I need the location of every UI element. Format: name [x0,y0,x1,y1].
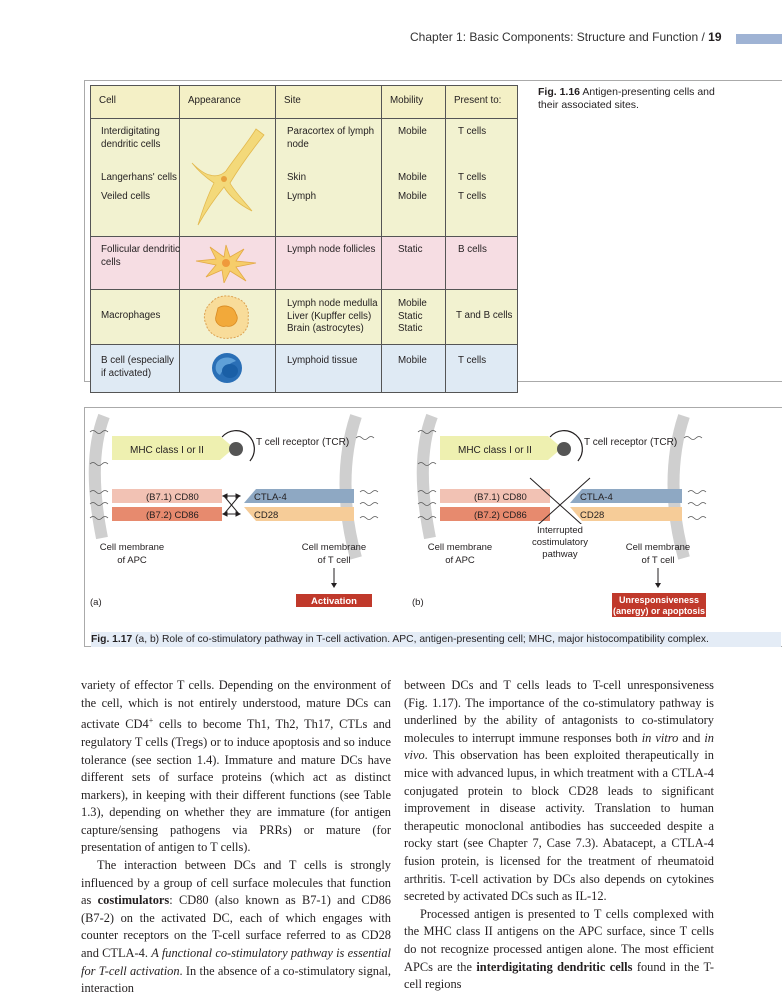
interrupted-label-line2: costimulatory [532,537,588,548]
t-membrane-label-line1: Cell membrane [625,542,691,553]
mobility-text: Mobile Static Static [398,298,427,334]
table-row [91,237,518,290]
present-to-text: B cells [458,244,487,255]
t-membrane-label-line1: Cell membrane [301,542,367,553]
figure-1-16-caption [538,86,728,112]
appearance-cell [180,345,276,393]
interrupted-cross-icon [530,478,590,532]
running-header [410,30,722,44]
apc-membrane-label-line2: of APC [445,555,475,566]
caption-label: Fig. 1.16 [538,86,581,98]
apc-table [90,85,518,393]
table-row [91,290,518,345]
interdigitating-dendritic-cell-illustration [186,125,270,229]
appearance-cell [180,119,276,237]
apc-membrane-label-line1: Cell membrane [99,542,165,553]
paragraph: The interaction between DCs and T cells is strongly influenced by a group of cell surface molecules that function as costimulators: CD80 (also known as B7-1) and CD86 (B7-2) on the activated DC, each of which engages with counter receptors on the T-cell surface referred to as CD28 and CTLA-4. A functional co-stimulatory pathway is essential for T-cell activation. In the absence of a co-stimulatory signal, interaction [81,858,392,996]
panel-b [412,416,706,617]
mhc-label: MHC class I or II [130,445,204,456]
macrophage-illustration [202,294,252,340]
cd28-label: CD28 [254,510,279,521]
apc-membrane-label-line2: of APC [117,555,147,566]
column-header-cell: Cell [91,86,180,119]
paragraph: variety of effector T cells. Depending on the environment of the cell, which is not entirely understood, mature DCs can activate CD4+ cells to become Th1, Th2, Th17, CTLs and regulatory T cells (Tregs) or to induce apoptosis and so induce tolerance (see section 1.4). Immature and mature DCs have different sets of surface proteins (which act as distinct markers), in keeping with their different functions (see Table 1.3), depending on whether they are immature (for antigen capture/sensing pathogens via PRRs) or mature (for presentation of antigen to T cells). [81,678,391,855]
ctla4-label: CTLA-4 [580,492,613,503]
cell-name: B cell (especially if activated) [101,355,174,379]
present-to-cell [446,119,518,237]
figure-1-17-caption [91,632,781,647]
header-color-bar [736,34,782,44]
body-column-left [81,677,391,998]
interrupted-label-line1: Interrupted [537,525,583,536]
tcr-label: T cell receptor (TCR) [584,437,678,448]
present-to-text: T cells [458,126,487,137]
mobility-text: Mobile [398,126,427,137]
column-header-present-to: Present to: [446,86,518,119]
mobility-text: Mobile [398,191,427,202]
column-header-site: Site [276,86,382,119]
caption-label: Fig. 1.17 [91,634,133,645]
cd86-label: (B7.2) CD86 [474,510,527,521]
mobility-text: Mobile [398,355,427,366]
table-row [91,119,518,237]
panel-a [90,416,378,608]
appearance-cell [180,290,276,345]
mhc-tcr-contact-icon [229,442,243,456]
site-text: Skin [287,172,307,183]
cell-name: Veiled cells [101,191,151,202]
site-text: Paracortex of lymph node [287,126,375,150]
caption-text: Antigen-presenting cells and their associated sites. [538,86,715,111]
site-text: Lymph node follicles [287,244,376,255]
unresponsiveness-label-line1: Unresponsiveness [618,595,700,605]
present-to-text: T and B cells [456,310,513,321]
panel-a-label: (a) [90,597,102,608]
column-header-appearance: Appearance [180,86,276,119]
tcr-label: T cell receptor (TCR) [256,437,350,448]
mobility-cell [382,237,446,290]
mobility-cell [382,345,446,393]
apc-membrane-label-line1: Cell membrane [427,542,493,553]
chapter-title: Chapter 1: Basic Components: Structure and Function / [410,30,705,44]
site-cell [276,119,382,237]
cell-name: Macrophages [101,310,161,321]
mobility-text: Static [398,244,423,255]
cd86-label: (B7.2) CD86 [146,510,199,521]
follicular-dendritic-cell-illustration [194,243,258,283]
cell-name-cell [91,237,180,290]
cd80-label: (B7.1) CD80 [474,492,527,503]
paragraph: Processed antigen is presented to T cells complexed with the MHC class II antigens on the APC surface, since T cells do not recognize processed antigen alone. The most efficient APCs are the interdigitating dendritic cells found in the T-cell regions [404,906,715,992]
cell-name: Follicular dendritic cells [101,244,180,268]
present-to-cell [446,345,518,393]
mobility-cell [382,290,446,345]
table-row [91,345,518,393]
paragraph: between DCs and T cells leads to T-cell unresponsiveness (Fig. 1.17). The importance of the co-stimulatory pathway is underlined by the ability of antagonists to co-stimulatory molecules to interrupt immune responses both in vitro and in vivo. This observation has been exploited therapeutically in mice with advanced lupus, in which treatment with a CTLA-4 conjugated protein to block CD28 leads to significant improvement in disease activity. Translation to human therapeutic monoclonal antibodies has succeeded despite a rocky start (see Chapter 7, Case 7.3). Abatacept, a CTLA-4 fusion protein, is licensed for the treatment of rheumatoid arthritis. T-cell activation by DCs also depends on cytokines secreted by activated DCs such as IL-12. [404,678,714,904]
present-to-text: T cells [458,355,487,366]
activation-label: Activation [311,596,357,607]
panel-b-label: (b) [412,597,424,608]
ctla4-label: CTLA-4 [254,492,287,503]
present-to-cell [446,237,518,290]
present-to-text: T cells [458,172,487,183]
cell-name-cell [91,119,180,237]
site-text: Lymph node medulla Liver (Kupffer cells) Brain (astrocytes) [287,298,378,334]
t-membrane-label-line2: of T cell [641,555,675,566]
cell-name: Interdigitating dendritic cells [101,126,161,150]
activation-arrowhead [331,583,337,588]
cell-name-cell [91,345,180,393]
mhc-label: MHC class I or II [458,445,532,456]
table-header-row [91,86,518,119]
site-text: Lymphoid tissue [287,355,358,366]
caption-text: (a, b) Role of co-stimulatory pathway in T-cell activation. APC, antigen-presenting cell; MHC, major histocompatibility complex. [135,634,709,645]
column-header-mobility: Mobility [382,86,446,119]
mhc-tcr-contact-icon [557,442,571,456]
mobility-cell [382,119,446,237]
site-cell [276,237,382,290]
site-text: Lymph [287,191,317,202]
cell-name-cell [91,290,180,345]
interaction-arrows [223,494,240,516]
t-membrane-label-line2: of T cell [317,555,351,566]
b-cell-illustration [210,351,244,385]
body-column-right [404,677,714,994]
site-cell [276,290,382,345]
interrupted-label-line3: pathway [542,549,578,560]
page-number: 19 [708,30,722,44]
cd28-label: CD28 [580,510,605,521]
mobility-text: Mobile [398,172,427,183]
unresponsiveness-label-line2: (anergy) or apoptosis [612,606,706,616]
costimulation-diagram [84,408,782,630]
present-to-text: T cells [458,191,487,202]
site-cell [276,345,382,393]
present-to-cell [446,290,518,345]
cell-name: Langerhans' cells [101,172,177,183]
cd80-label: (B7.1) CD80 [146,492,199,503]
unresponsiveness-arrowhead [655,583,661,588]
appearance-cell [180,237,276,290]
